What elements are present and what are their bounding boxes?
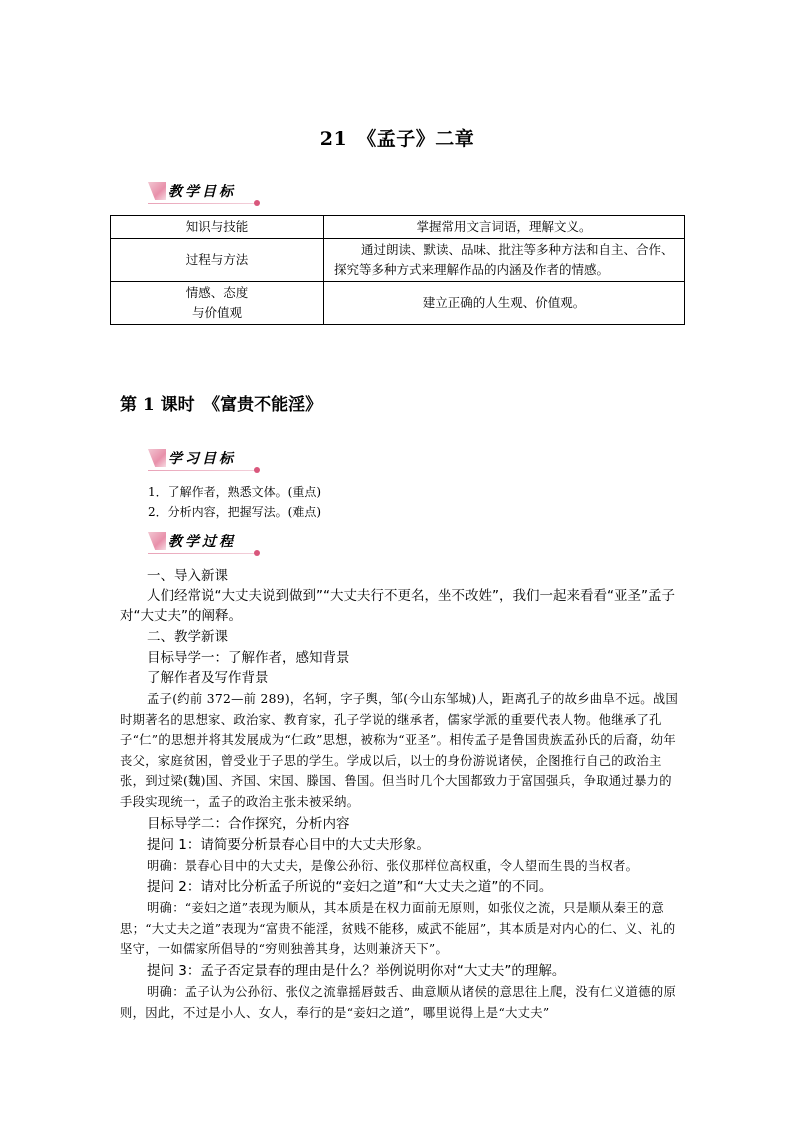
guide-one: 目标导学一：了解作者，感知背景 — [147, 650, 350, 666]
goal-item: 1．了解作者，熟悉文体。(重点) — [148, 485, 321, 499]
dot-icon — [254, 467, 260, 473]
question-1: 提问 1：请简要分析景春心目中的大丈夫形象。 — [147, 837, 430, 853]
objectives-table — [110, 215, 685, 325]
divider — [148, 470, 256, 471]
divider — [148, 553, 256, 554]
heading-new-lesson: 二、教学新课 — [147, 629, 228, 645]
intro-paragraph: 人们经常说“大丈夫说到做到”“大丈夫行不更名，坐不改姓”，我们一起来看看“亚圣”孟子对“大丈夫”的阐释。 — [120, 588, 675, 624]
answer-2: 明确：“妾妇之道”表现为顺从，其本质是在权力面前无原则，如张仪之流，只是顺从秦王的意思；“大丈夫之道”表现为“富贵不能淫，贫贱不能移，威武不能屈”，其本质是对内心的仁、义、礼的坚守，一如儒家所倡导的“穷则独善其身，达则兼济天下”。 — [120, 901, 676, 956]
table-cell-text: 通过朗读、默读、品味、批注等多种方法和自主、合作、探究等多种方式来理解作品的内涵及作者的情感。 — [334, 242, 674, 277]
section-label: 学习目标 — [168, 451, 236, 467]
pink-tab-icon — [148, 532, 166, 550]
section-label: 教学目标 — [168, 184, 236, 200]
table-cell — [111, 282, 324, 325]
question-2: 提问 2：请对比分析孟子所说的“妾妇之道”和“大丈夫之道”的不同。 — [147, 879, 553, 895]
question-3: 提问 3：孟子否定景春的理由是什么？举例说明你对“大丈夫”的理解。 — [147, 963, 566, 979]
pink-tab-icon — [148, 449, 166, 467]
table-row — [111, 216, 685, 239]
author-paragraph: 孟子(约前 372—前 289)，名轲，字子舆，邹(今山东邹城)人，距离孔子的故乡曲阜不远。战国时期著名的思想家、政治家、教育家，孔子学说的继承者，儒家学派的重要代表人物。他继承了孔子“仁”的思想并将其发展成为“仁政”思想，被称为“亚圣”。相传孟子是鲁国贵族孟孙氏的后裔，幼年丧父，家庭贫困，曾受业于子思的学生。学成以后，以士的身份游说诸侯，企图推行自己的政治主张，到过梁(魏)国、齐国、宋国、滕国、鲁国。但当时几个大国都致力于富国强兵，争取通过暴力的手段实现统一，孟子的政治主张未被采纳。 — [120, 692, 679, 809]
table-row — [111, 282, 685, 325]
page-title: 21 《孟子》二章 — [319, 128, 475, 150]
table-cell-line: 情感、态度 — [185, 285, 249, 300]
table-cell-line: 与价值观 — [191, 305, 242, 320]
dot-icon — [254, 550, 260, 556]
heading-import: 一、导入新课 — [147, 568, 228, 584]
table-row — [111, 239, 685, 282]
lesson-heading: 第 1 课时 《富贵不能淫》 — [120, 395, 323, 415]
goal-item: 2．分析内容，把握写法。(难点) — [148, 505, 321, 519]
table-cell: 知识与技能 — [111, 216, 324, 239]
sub-heading-author: 了解作者及写作背景 — [147, 670, 269, 686]
table-cell — [324, 239, 685, 282]
table-cell: 建立正确的人生观、价值观。 — [324, 282, 685, 325]
section-label: 教学过程 — [168, 534, 236, 550]
divider — [148, 203, 256, 204]
dot-icon — [254, 200, 260, 206]
guide-two: 目标导学二：合作探究，分析内容 — [147, 816, 350, 832]
pink-tab-icon — [148, 182, 166, 200]
table-cell: 过程与方法 — [111, 239, 324, 282]
table-cell: 掌握常用文言词语，理解文义。 — [324, 216, 685, 239]
answer-1: 明确：景春心目中的大丈夫，是像公孙衍、张仪那样位高权重，令人望而生畏的当权者。 — [147, 859, 639, 873]
answer-3: 明确：孟子认为公孙衍、张仪之流靠摇唇鼓舌、曲意顺从诸侯的意思往上爬，没有仁义道德的原则，因此，不过是小人、女人，奉行的是“妾妇之道”，哪里说得上是“大丈夫” — [120, 985, 677, 1020]
